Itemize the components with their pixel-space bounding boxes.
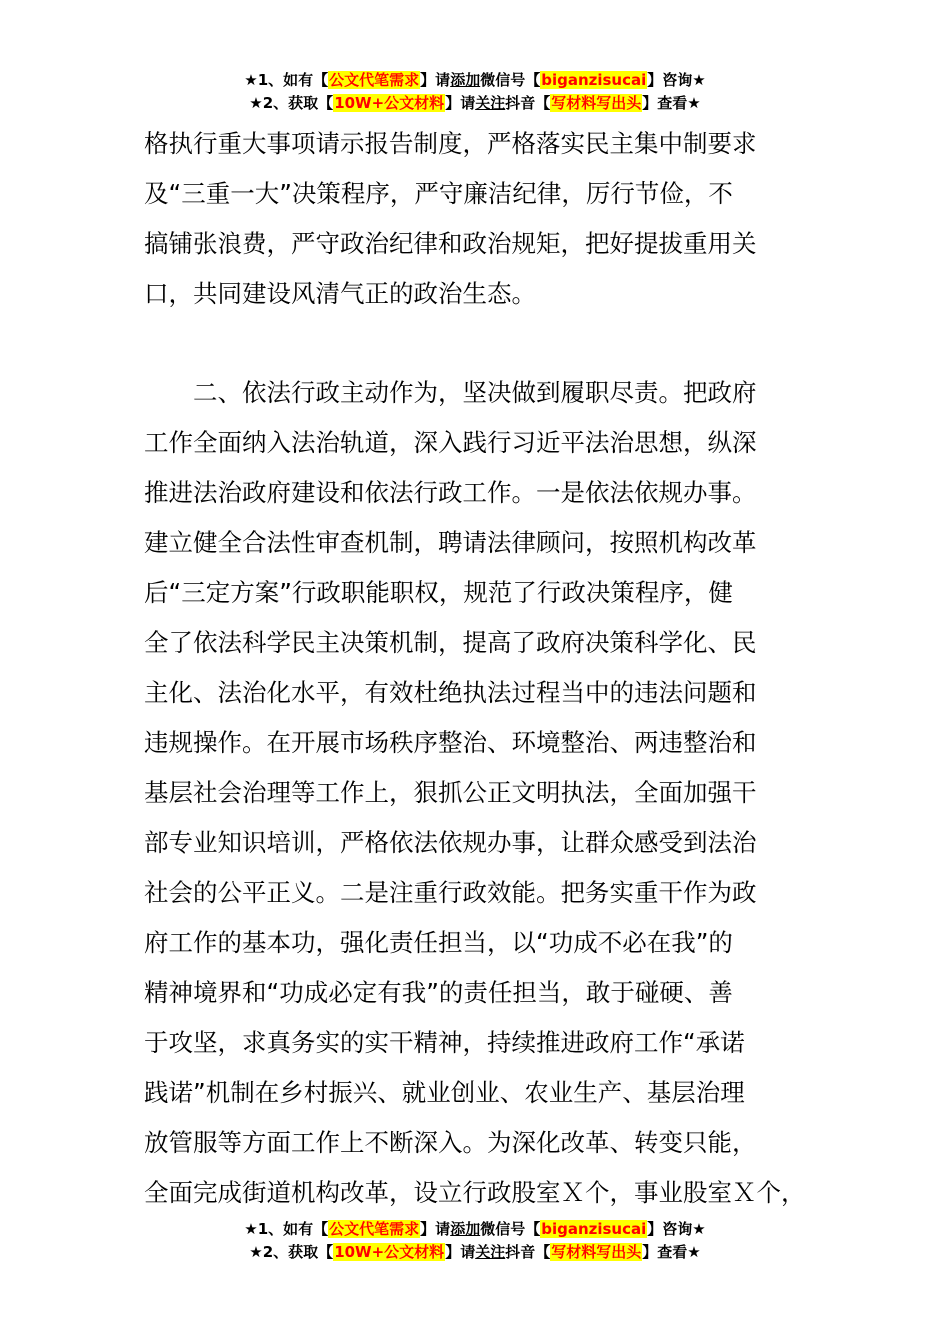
text-line: 违规操作。在开展市场秩序整治、环境整治、两违整治和 [144,728,757,757]
text-line: 口，共同建设风清气正的政治生态。 [144,279,536,308]
text-line: 格执行重大事项请示报告制度，严格落实民主集中制要求 [144,129,757,158]
banner-text: 微信号【 [480,71,541,89]
banner-highlight: biganzisucai [541,1220,647,1238]
paragraph-1 [144,119,814,319]
text-line: 搞铺张浪费，严守政治纪律和政治规矩，把好提拔重用关 [144,229,757,258]
banner-text: 】请 [420,71,451,89]
banner-text: 】请 [445,94,476,112]
banner-highlight: 写材料写出头 [551,1243,642,1261]
banner-highlight: 公文代笔需求 [329,71,420,89]
text-line: 精神境界和“功成必定有我”的责任担当，敢于碰硬、善 [144,978,733,1007]
banner-text: 抖音【 [505,1243,551,1261]
banner-text: 】请 [445,1243,476,1261]
banner-text: 抖音【 [505,94,551,112]
banner-highlight: 10W+公文材料 [334,1243,445,1261]
banner-text: 】咨询★ [647,1220,706,1238]
banner-highlight: 10W+公文材料 [334,94,445,112]
banner-text: 】查看★ [642,94,701,112]
banner-text: 微信号【 [480,1220,541,1238]
banner-line-1 [0,69,950,92]
text-line: 二、依法行政主动作为，坚决做到履职尽责。把政府 [144,378,757,407]
text-line: 及“三重一大”决策程序，严守廉洁纪律，厉行节俭，不 [144,179,733,208]
banner-emphasis: 关注 [475,94,506,112]
banner-emphasis: 添加 [450,1220,481,1238]
text-line: 府工作的基本功，强化责任担当，以“功成不必在我”的 [144,928,733,957]
banner-text: ★1、如有【 [244,71,329,89]
banner-highlight: 公文代笔需求 [329,1220,420,1238]
text-line: 建立健全合法性审查机制，聘请法律顾问，按照机构改革 [144,528,757,557]
text-line: 主化、法治化水平，有效杜绝执法过程当中的违法问题和 [144,678,757,707]
banner-text: 】咨询★ [647,71,706,89]
text-line: 基层社会治理等工作上，狠抓公正文明执法，全面加强干 [144,778,757,807]
banner-text: 】查看★ [642,1243,701,1261]
banner-text: 】请 [420,1220,451,1238]
banner-line-2 [0,92,950,115]
banner-emphasis: 添加 [450,71,481,89]
text-line: 社会的公平正义。二是注重行政效能。把务实重干作为政 [144,878,757,907]
text-line: 全了依法科学民主决策机制，提高了政府决策科学化、民 [144,628,757,657]
text-line: 放管服等方面工作上不断深入。为深化改革、转变只能， [144,1128,757,1157]
banner-highlight: 写材料写出头 [551,94,642,112]
banner-line-2 [0,1241,950,1264]
banner-highlight: biganzisucai [541,71,647,89]
paragraph-2 [144,368,814,1218]
text-line: 部专业知识培训，严格依法依规办事，让群众感受到法治 [144,828,757,857]
banner-text: ★2、获取【 [249,94,334,112]
banner-line-1 [0,1218,950,1241]
text-line: 工作全面纳入法治轨道，深入践行习近平法治思想，纵深 [144,428,757,457]
top-banner [0,69,950,115]
text-line: 全面完成街道机构改革，设立行政股室Ｘ个，事业股室Ｘ个， [144,1178,806,1207]
text-line: 于攻坚，求真务实的实干精神，持续推进政府工作“承诺 [144,1028,745,1057]
text-line: 践诺”机制在乡村振兴、就业创业、农业生产、基层治理 [144,1078,745,1107]
banner-emphasis: 关注 [475,1243,506,1261]
bottom-banner [0,1218,950,1264]
banner-text: ★2、获取【 [249,1243,334,1261]
text-line: 推进法治政府建设和依法行政工作。一是依法依规办事。 [144,478,757,507]
banner-text: ★1、如有【 [244,1220,329,1238]
text-line: 后“三定方案”行政职能职权，规范了行政决策程序，健 [144,578,733,607]
